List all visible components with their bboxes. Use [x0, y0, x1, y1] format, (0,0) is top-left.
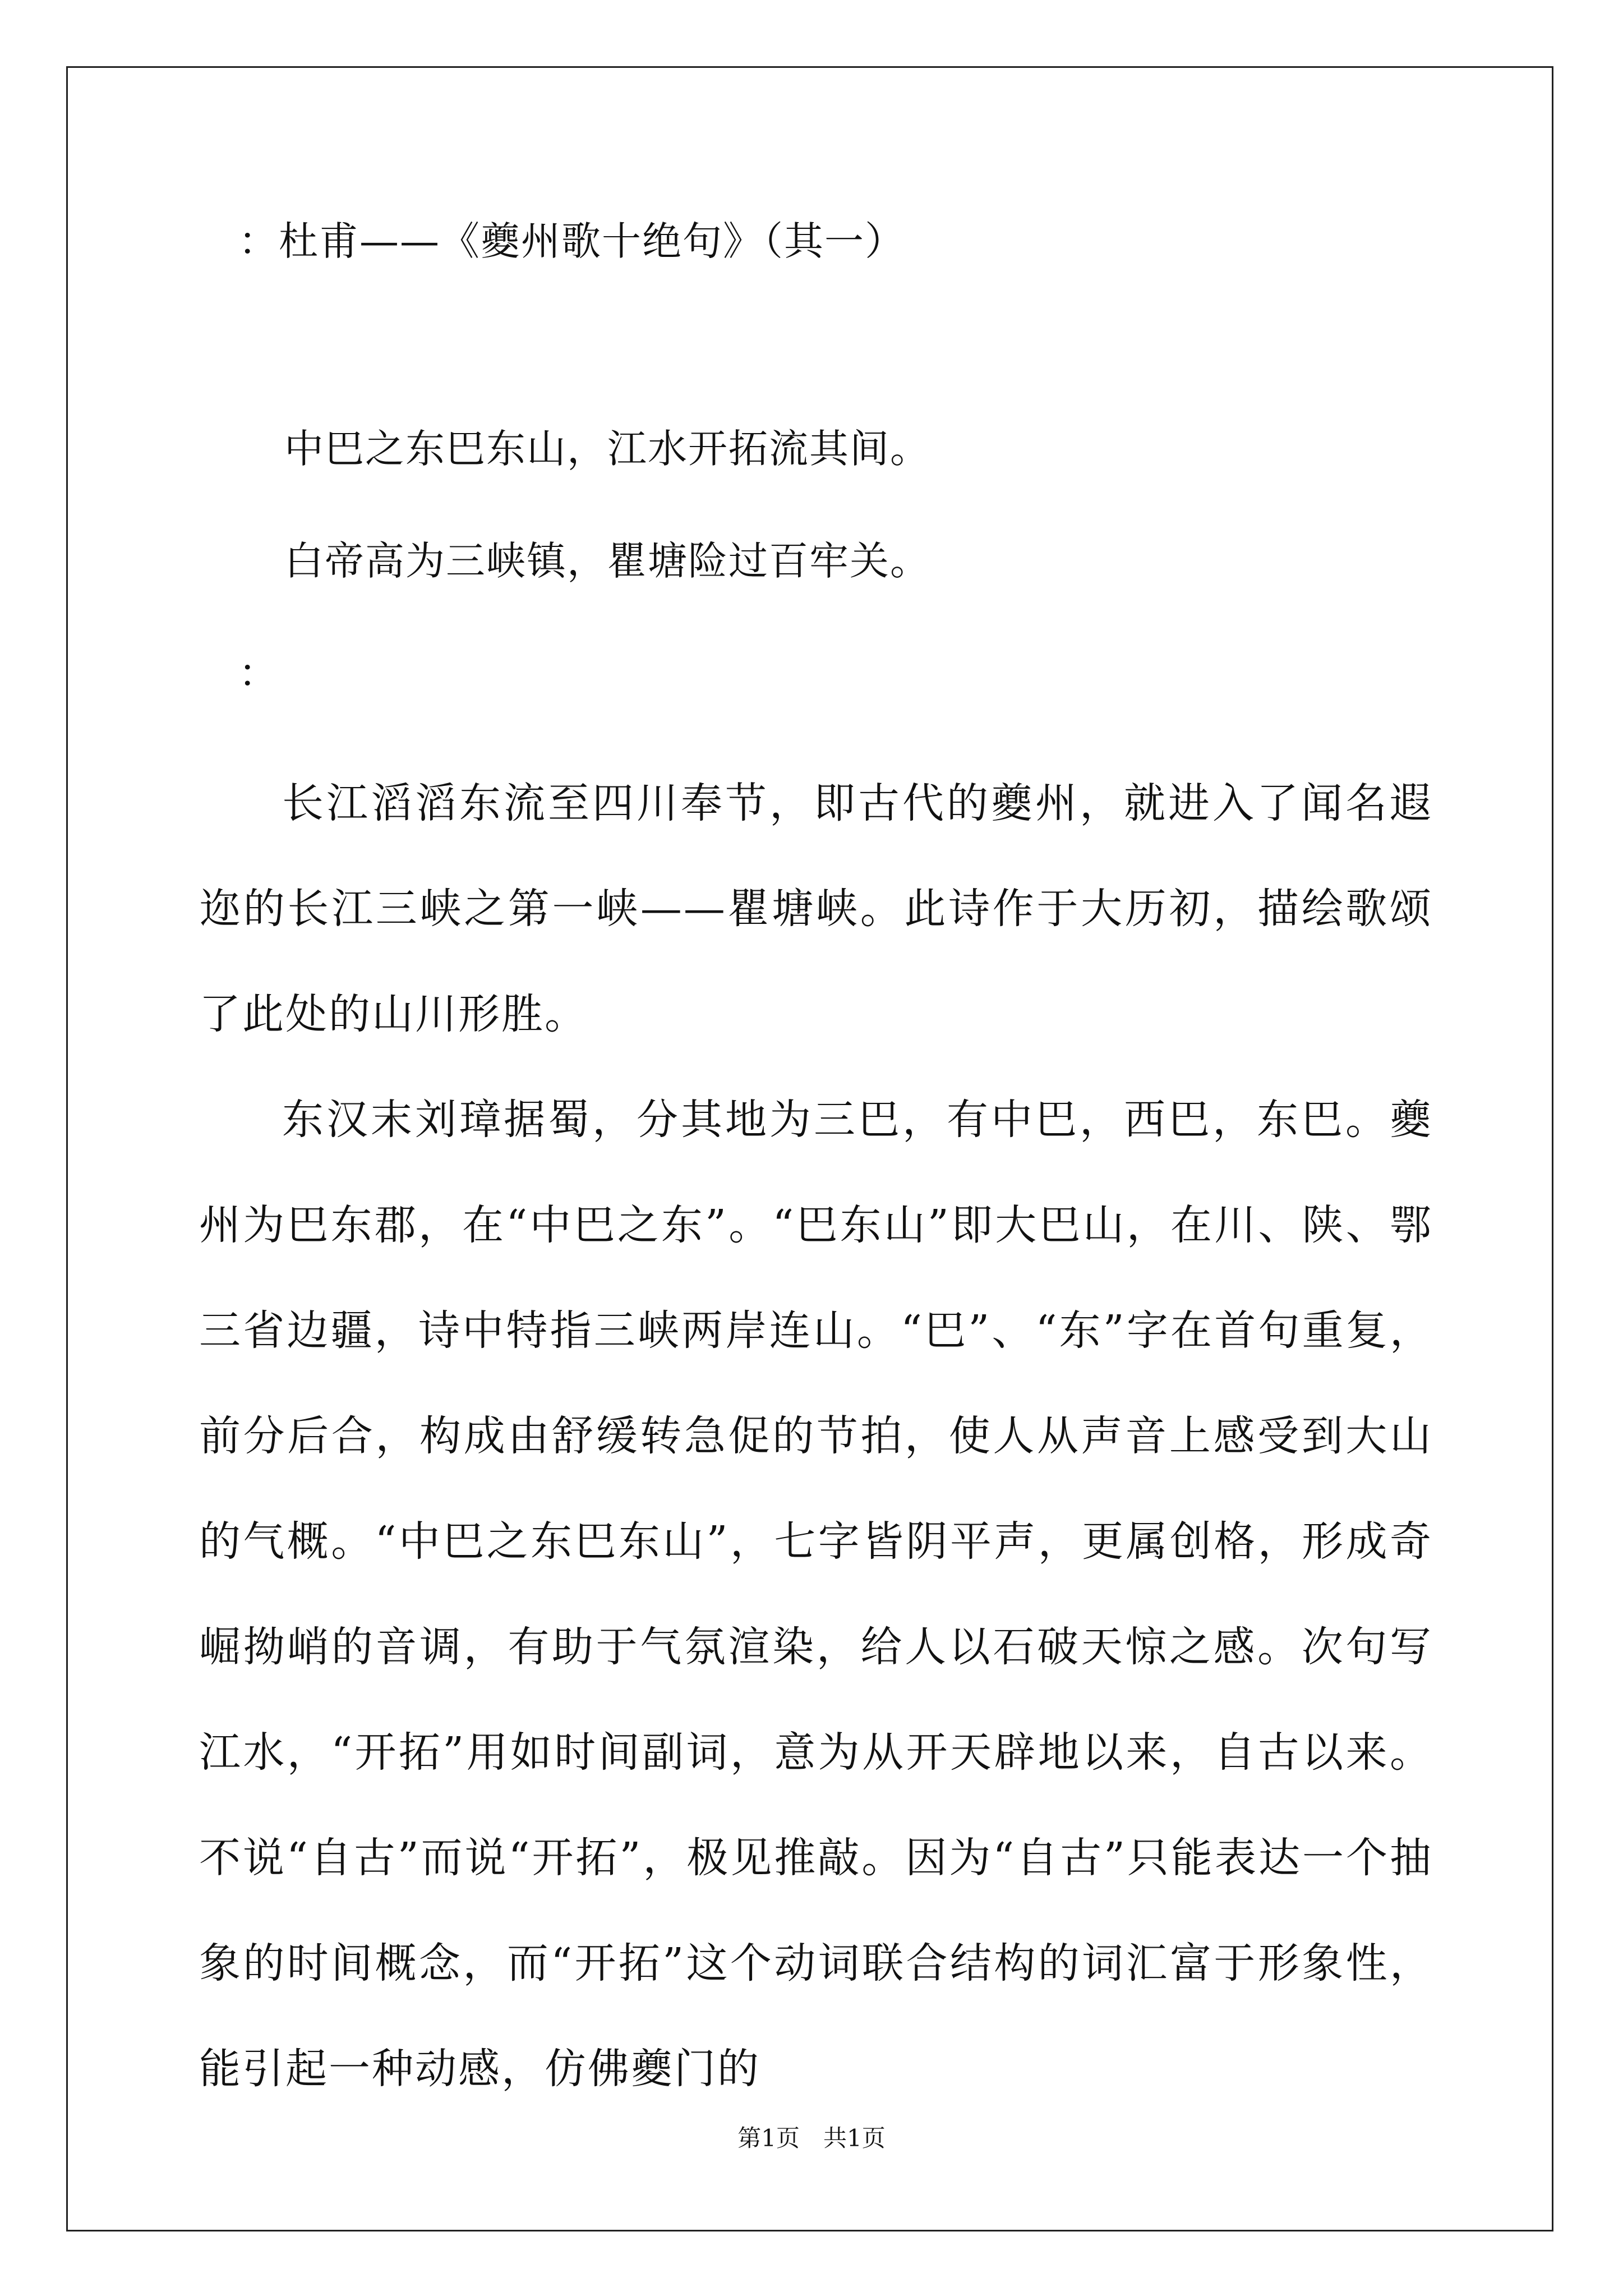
paragraph: 长江滔滔东流至四川奉节，即古代的夔州，就进入了闻名遐迩的长江三峡之第一峡——瞿塘峡。此诗作于大历初，描绘歌颂了此处的山川形胜。: [199, 779, 1433, 1038]
page-footer: 第1页 共1页: [737, 2124, 886, 2152]
document-title: ：杜甫——《夔州歌十绝句》（其一）: [238, 218, 905, 264]
poem-line: 白帝高为三峡镇，瞿塘险过百牢关。: [284, 538, 930, 584]
annotation-label: ：: [238, 650, 278, 696]
paragraph: 东汉末刘璋据蜀，分其地为三巴，有中巴，西巴，东巴。夔州为巴东郡，在“中巴之东”。“巴东山”即大巴山，在川、陕、鄂三省边疆，诗中特指三峡两岸连山。“巴”、“东”字在首句重复，前分后合，构成由舒缓转急促的节拍，使人从声音上感受到大山的气概。“中巴之东巴东山”，七字皆阴平声，更属创格，形成奇崛拗峭的音调，有助于气氛渲染，给人以石破天惊之感。次句写江水，“开拓”用如时间副词，意为从开天辟地以来，自古以来。不说“自古”而说“开拓”，极见推敲。因为“自古”只能表达一个抽象的时间概念，而“开拓”这个动词联合结构的词汇富于形象性，能引起一种动感，仿佛夔门的: [199, 1096, 1433, 2093]
poem-line: 中巴之东巴东山，江水开拓流其间。: [284, 426, 930, 472]
document-body: [199, 213, 1433, 2122]
